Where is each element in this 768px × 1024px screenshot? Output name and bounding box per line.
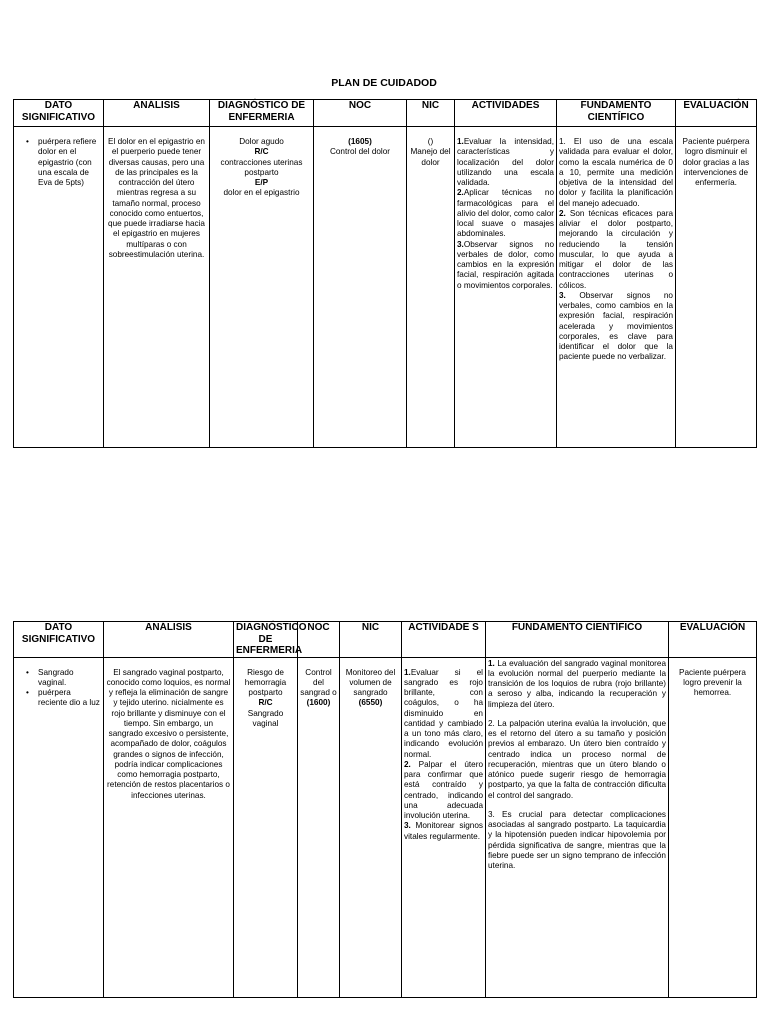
cell-nic [340, 657, 402, 997]
header-nic: NIC [407, 100, 455, 127]
cell-nic [407, 127, 455, 448]
actividad-item: 1.Evaluar si el sangrado es rojo brillante, con coágulos, o ha disminuido en cantidad y cambiado a un tono más claro, indicando evolución normal. [404, 667, 483, 759]
cell-fundamento [486, 657, 669, 997]
actividad-item: 1.Evaluar la intensidad, características y localización del dolor utilizando una escala validada. [457, 137, 554, 187]
header-noc: NOC [314, 100, 407, 127]
fundamento-item: 1. La evaluación del sangrado vaginal monitorea la evolución normal del puerperio mediante la transición de los loquios de rubra (rojo brillante) a seroso y alba, indicando la recuperación y limpieza del útero. [488, 658, 666, 709]
actividad-item: 3.Observar signos no verbales de dolor, como cambios en la expresión facial, respiración agitada o movimientos corporales. [457, 239, 554, 290]
nic-text: Monitoreo del volumen de sangrado [345, 667, 396, 697]
actividad-item: 2.Aplicar técnicas no farmacológicas para el alivio del dolor, como calor local suave o masajes abdominales. [457, 188, 554, 239]
header-actividades: ACTIVIDADES [455, 100, 557, 127]
evaluacion-text: Paciente puérpera logro disminuir el dolor gracias a las intervenciones de enfermería. [682, 137, 750, 187]
rc-text: contracciones uterinas postparto [220, 157, 303, 177]
cell-analisis [104, 127, 210, 448]
cell-actividades [455, 127, 557, 448]
noc-code: (1605) [348, 137, 372, 146]
diagnostico-line1: Dolor agudo [239, 137, 284, 146]
dato-item: • puérpera reciente dio a luz [28, 688, 101, 709]
care-plan-table-pain [13, 99, 757, 448]
header-evaluacion: EVALUACIÓN [669, 622, 757, 658]
dato-item: • Sangrado vaginal. [28, 668, 101, 689]
care-plan-table-bleeding [13, 621, 757, 998]
nic-text: Manejo del dolor [410, 147, 451, 167]
cell-actividades [402, 657, 486, 997]
header-noc: NOC [298, 622, 340, 658]
cell-diagnostico [234, 657, 298, 997]
cell-noc [314, 127, 407, 448]
rc-label: R/C [254, 147, 269, 157]
fundamento-item: 1. El uso de una escala validada para evaluar el dolor, como la escala numérica de 0 a 10, permite una medición objetiva de la intensidad del dolor y facilita la planificación del manejo adecuado. [559, 137, 673, 208]
evaluacion-text: Paciente puérpera logro prevenir la hemorrea. [679, 667, 746, 697]
header-nic: NIC [340, 622, 402, 658]
page-title: PLAN DE CUIDADOD [331, 77, 437, 89]
header-fundamento: FUNDAMENTO CIENTÍFICO [486, 622, 669, 658]
header-diagnostico: DIAGNÓSTICO DE ENFERMERIA [234, 622, 298, 658]
cell-dato [14, 127, 104, 448]
cell-fundamento [557, 127, 676, 448]
fundamento-item: 3. Es crucial para detectar complicaciones asociadas al sangrado postparto. La taquicardia y la hipotensión pueden indicar hipovolemia por pérdida significativa de sangre, mientras que la fiebre puede ser un signo temprano de infección uterina. [488, 809, 666, 870]
analisis-text: El sangrado vaginal postparto, conocido como loquios, es normal y refleja la eliminación de sangre y tejido uterino. nicialmente es rojo brillante y disminuye con el tiempo. Sin embargo, un sangrado excesivo o persistente, acompañado de dolor, coágulos grandes o signos de infección, podría indicar complicaciones como hemorragia postparto, retención de restos placentarios o infecciones uterinas. [106, 667, 231, 800]
fundamento-item: 2. La palpación uterina evalúa la involución, que es el retorno del útero a su tamaño y posición previos al embarazo. Un útero bien contraído y centrado indica un proceso normal de recuperación, mientras que un útero blando o atónico puede sugerir riesgo de hemorragia postparto, ya que la falta de contracción dificulta el control del sangrado. [488, 718, 666, 800]
dato-item: • puérpera refiere dolor en el epigastrio (con una escala de Eva de 5pts) [28, 137, 101, 188]
header-analisis: ANÁLISIS [104, 622, 234, 658]
actividad-item: 2. Palpar el útero para confirmar que está contraído y centrado, indicando una adecuada involución uterina. [404, 759, 483, 820]
nic-code: (6550) [358, 698, 383, 708]
header-analisis: ANÁLISIS [104, 100, 210, 127]
header-dato: DATO SIGNIFICATIVO [14, 100, 104, 127]
ep-text: dolor en el epigastrio [223, 188, 300, 198]
cell-noc [298, 657, 340, 997]
header-diagnostico: DIAGNÓSTICO DE ENFERMERIA [210, 100, 314, 127]
rc-label: R/C [258, 698, 273, 708]
header-fundamento: FUNDAMENTO CIENTÍFICO [557, 100, 676, 127]
noc-code: (1600) [306, 698, 331, 708]
analisis-text: El dolor en el epigastrio en el puerperio puede tener diversas causas, pero una de las principales es la contracción del útero mientras regresa a su tamaño normal, proceso conocido como entuertos, que puede irradiarse hacia el epigastrio en mujeres multíparas o con sobreestimulación uterina. [108, 137, 205, 259]
noc-text: Control del dolor [329, 147, 391, 157]
header-dato: DATO SIGNIFICATIVO [14, 622, 104, 658]
rc-text: Sangrado vaginal [247, 708, 284, 728]
nic-code: () [427, 137, 434, 146]
cell-analisis [104, 657, 234, 997]
cell-evaluacion [676, 127, 757, 448]
fundamento-item: 2. Son técnicas eficaces para aliviar el dolor postparto, mejorando la circulación y reduciendo la tensión muscular, lo que ayuda a mitigar el dolor de las contracciones uterinas o cólicos. [559, 208, 673, 290]
noc-text: Control del sangrad o [300, 667, 337, 697]
diagnostico-line1: Riesgo de hemorragia postparto [244, 667, 287, 697]
cell-diagnostico [210, 127, 314, 448]
header-evaluacion: EVALUACIÓN [676, 100, 757, 127]
ep-label: E/P [254, 178, 269, 187]
cell-evaluacion [669, 657, 757, 997]
header-actividades: ACTIVIDADE S [402, 622, 486, 658]
cell-dato [14, 657, 104, 997]
actividad-item: 3. Monitorear signos vitales regularmente. [404, 821, 483, 841]
fundamento-item: 3. Observar signos no verbales, como cambios en la expresión facial, respiración acelerada y movimientos corporales, es clave para identificar el dolor que la paciente puede no verbalizar. [559, 290, 673, 362]
